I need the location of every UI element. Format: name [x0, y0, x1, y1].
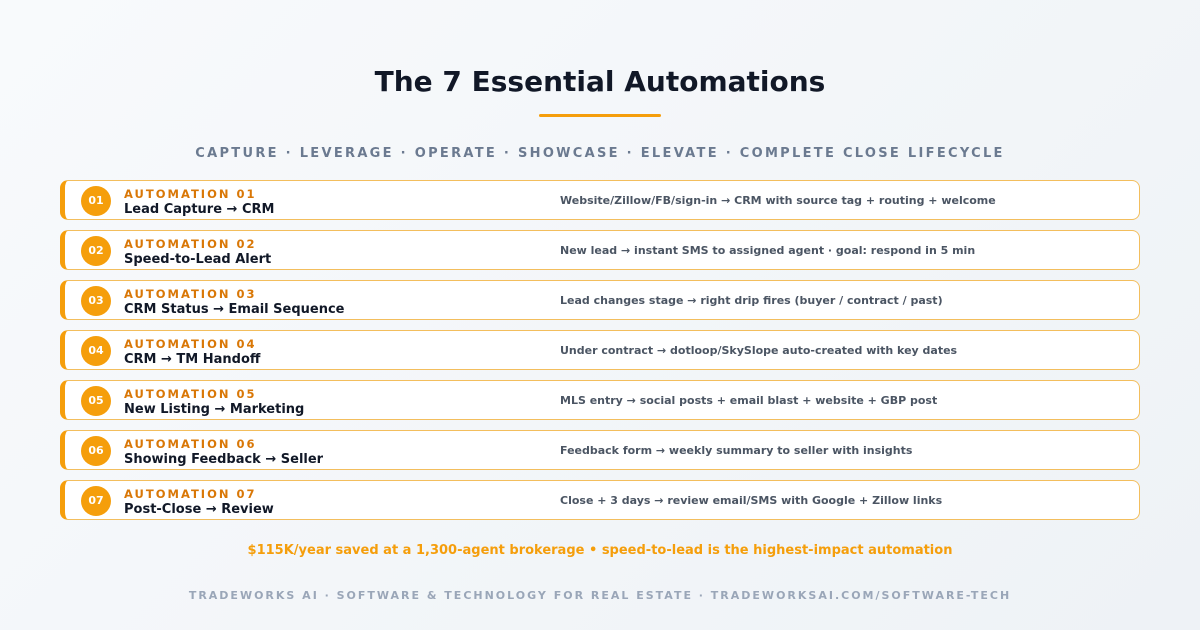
automation-card [60, 280, 1140, 320]
automation-card [60, 430, 1140, 470]
automation-name: Showing Feedback → Seller [124, 452, 324, 467]
automation-description: MLS entry → social posts + email blast + website + GBP post [560, 394, 938, 407]
number-badge: 04 [81, 336, 111, 366]
automation-description: Under contract → dotloop/SkySlope auto-created with key dates [560, 344, 958, 357]
automation-card [60, 330, 1140, 370]
automation-description: Website/Zillow/FB/sign-in → CRM with source tag + routing + welcome [560, 194, 996, 207]
automation-card [60, 380, 1140, 420]
automation-description: Feedback form → weekly summary to seller with insights [560, 444, 913, 457]
number-badge: 07 [81, 486, 111, 516]
automation-card [60, 480, 1140, 520]
footer-text: TRADEWORKS AI · SOFTWARE & TECHNOLOGY FOR REAL ESTATE · TRADEWORKSAI.COM/SOFTWARE-TECH [188, 589, 1012, 602]
number-badge: 03 [81, 286, 111, 316]
automation-label: AUTOMATION 01 [124, 187, 257, 201]
automation-label: AUTOMATION 05 [124, 387, 257, 401]
page-subtitle: CAPTURE · LEVERAGE · OPERATE · SHOWCASE · ELEVATE · COMPLETE CLOSE LIFECYCLE [195, 146, 1005, 161]
automation-label: AUTOMATION 06 [124, 437, 257, 451]
automation-name: CRM → TM Handoff [124, 352, 261, 367]
automation-label: AUTOMATION 04 [124, 337, 257, 351]
automation-label: AUTOMATION 03 [124, 287, 257, 301]
automation-description: Lead changes stage → right drip fires (buyer / contract / past) [560, 294, 943, 307]
number-badge: 06 [81, 436, 111, 466]
automation-card [60, 230, 1140, 270]
automation-name: New Listing → Marketing [124, 402, 305, 417]
automation-list [60, 180, 1140, 530]
automation-label: AUTOMATION 02 [124, 237, 257, 251]
number-badge: 02 [81, 236, 111, 266]
automation-name: CRM Status → Email Sequence [124, 302, 345, 317]
number-badge: 01 [81, 186, 111, 216]
automation-description: New lead → instant SMS to assigned agent · goal: respond in 5 min [560, 244, 976, 257]
automation-name: Speed-to-Lead Alert [124, 252, 272, 267]
automation-card [60, 180, 1140, 220]
page-title: The 7 Essential Automations [374, 65, 826, 98]
automation-name: Post-Close → Review [124, 502, 274, 517]
number-badge: 05 [81, 386, 111, 416]
automation-name: Lead Capture → CRM [124, 202, 275, 217]
automation-label: AUTOMATION 07 [124, 487, 257, 501]
title-underline-divider [539, 114, 661, 117]
highlight-callout: $115K/year saved at a 1,300-agent brokerage • speed-to-lead is the highest-impact automation [247, 543, 953, 558]
automation-description: Close + 3 days → review email/SMS with Google + Zillow links [560, 494, 943, 507]
